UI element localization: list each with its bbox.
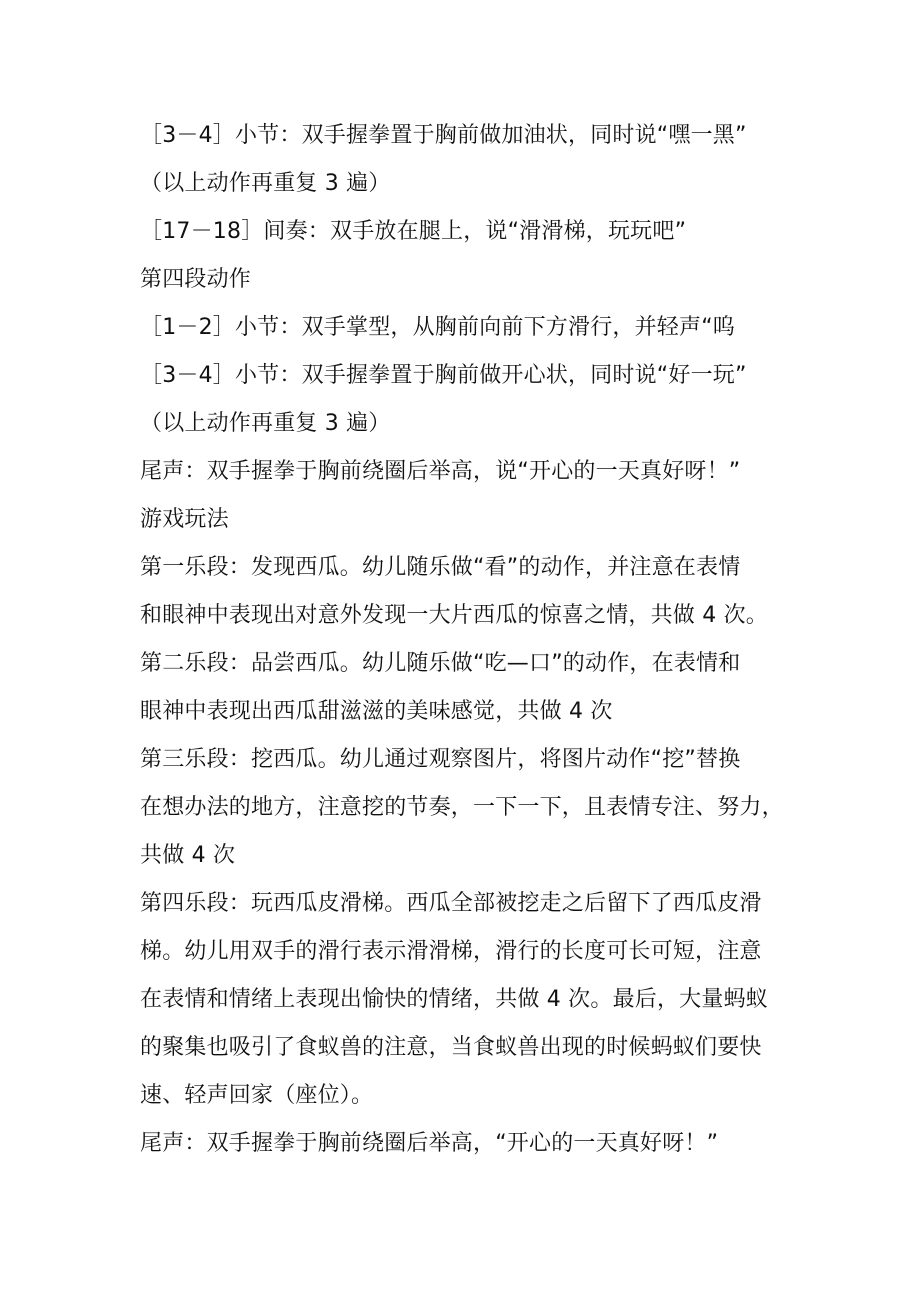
- text-line: 梯。幼儿用双手的滑行表示滑滑梯，滑行的长度可长可短，注意: [140, 939, 762, 964]
- section-heading: 游戏玩法: [140, 507, 229, 532]
- text-line: 在表情和情绪上表现出愉快的情绪，共做 4 次。最后，大量蚂蚁: [140, 987, 768, 1012]
- text-line: 第四乐段：玩西瓜皮滑梯。西瓜全部被挖走之后留下了西瓜皮滑: [140, 891, 762, 916]
- section-heading: 第四段动作: [140, 267, 252, 292]
- text-line: 的聚集也吸引了食蚁兽的注意，当食蚁兽出现的时候蚂蚁们要快: [140, 1035, 762, 1060]
- text-line: ［3－4］小节：双手握拳置于胸前做加油状，同时说“嘿一黑”: [140, 123, 747, 148]
- text-line: 第一乐段：发现西瓜。幼儿随乐做“看”的动作，并注意在表情: [140, 555, 741, 580]
- document-body: [140, 112, 790, 1168]
- text-line: 尾声：双手握拳于胸前绕圈后举高，“开心的一天真好呀！”: [140, 1131, 719, 1156]
- text-line: 第二乐段：品尝西瓜。幼儿随乐做“吃—口”的动作，在表情和: [140, 651, 741, 676]
- text-line: ［17－18］间奏：双手放在腿上，说“滑滑梯，玩玩吧”: [140, 219, 687, 244]
- text-line: 尾声：双手握拳于胸前绕圈后举高，说“开心的一天真好呀！”: [140, 459, 741, 484]
- text-line: 在想办法的地方，注意挖的节奏，一下一下，且表情专注、努力，: [140, 795, 784, 820]
- text-line: （以上动作再重复 3 遍）: [140, 411, 391, 436]
- text-line: 速、轻声回家（座位）。: [140, 1083, 374, 1108]
- text-line: （以上动作再重复 3 遍）: [140, 171, 391, 196]
- text-line: ［3－4］小节：双手握拳置于胸前做开心状，同时说“好一玩”: [140, 363, 747, 388]
- text-line: 第三乐段：挖西瓜。幼儿通过观察图片，将图片动作“挖”替换: [140, 747, 741, 772]
- text-line: 和眼神中表现出对意外发现一大片西瓜的惊喜之情，共做 4 次。: [140, 603, 768, 628]
- text-line: ［1－2］小节：双手掌型，从胸前向前下方滑行，并轻声“呜: [140, 315, 735, 340]
- text-line: 共做 4 次: [140, 843, 236, 868]
- text-line: 眼神中表现出西瓜甜滋滋的美味感觉，共做 4 次: [140, 699, 613, 724]
